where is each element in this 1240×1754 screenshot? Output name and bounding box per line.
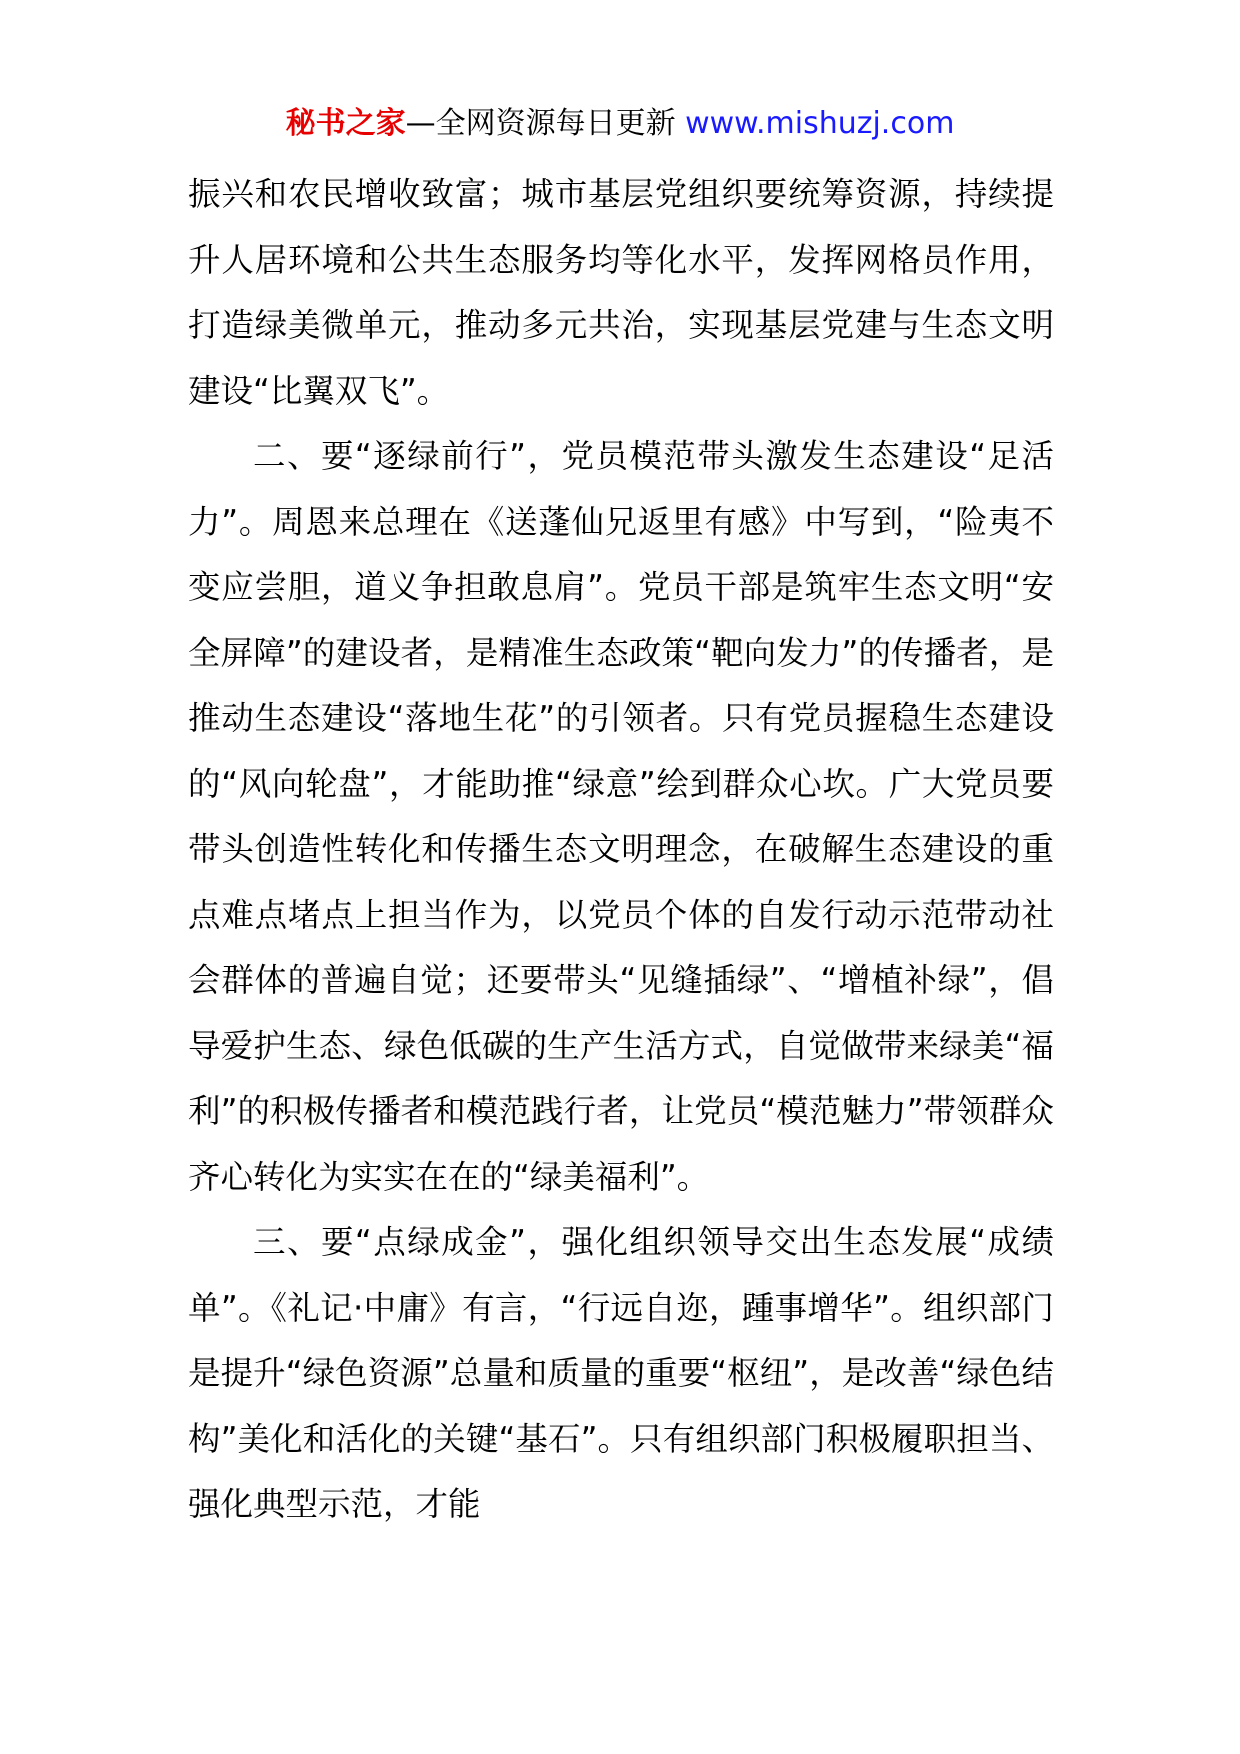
brand-name: 秘书之家 bbox=[285, 106, 406, 141]
paragraph-section-two: 二、要“逐绿前行”，党员模范带头激发生态建设“足活力”。周恩来总理在《送蓬仙兄返里有感》中写到，“险夷不变应尝胆，道义争担敢息肩”。党员干部是筑牢生态文明“安全屏障”的建设者，是精准生态政策“靶向发力”的传播者，是推动生态建设“落地生花”的引领者。只有党员握稳生态建设的“风向轮盘”，才能助推“绿意”绘到群众心坎。广大党员要带头创造性转化和传播生态文明理念，在破解生态建设的重点难点堵点上担当作为，以党员个体的自发行动示范带动社会群体的普遍自觉；还要带头“见缝插绿”、“增植补绿”，倡导爱护生态、绿色低碳的生产生活方式，自觉做带来绿美“福利”的积极传播者和模范践行者，让党员“模范魅力”带领群众齐心转化为实实在在的“绿美福利”。 bbox=[188, 437, 1054, 1196]
page-header bbox=[0, 100, 1240, 148]
header-tagline: —全网资源每日更新 bbox=[405, 106, 676, 141]
paragraph-continued: 振兴和农民增收致富；城市基层党组织要统筹资源，持续提升人居环境和公共生态服务均等化水平，发挥网格员作用，打造绿美微单元，推动多元共治，实现基层党建与生态文明建设“比翼双飞”。 bbox=[188, 175, 1054, 410]
site-url-link[interactable]: www.mishuzj.com bbox=[675, 106, 955, 141]
document-body bbox=[188, 162, 1054, 1538]
paragraph-section-three: 三、要“点绿成金”，强化组织领导交出生态发展“成绩单”。《礼记·中庸》有言，“行远自迩，踵事增华”。组织部门是提升“绿色资源”总量和质量的重要“枢纽”，是改善“绿色结构”美化和活化的关键“基石”。只有组织部门积极履职担当、强化典型示范，才能 bbox=[188, 1223, 1054, 1523]
